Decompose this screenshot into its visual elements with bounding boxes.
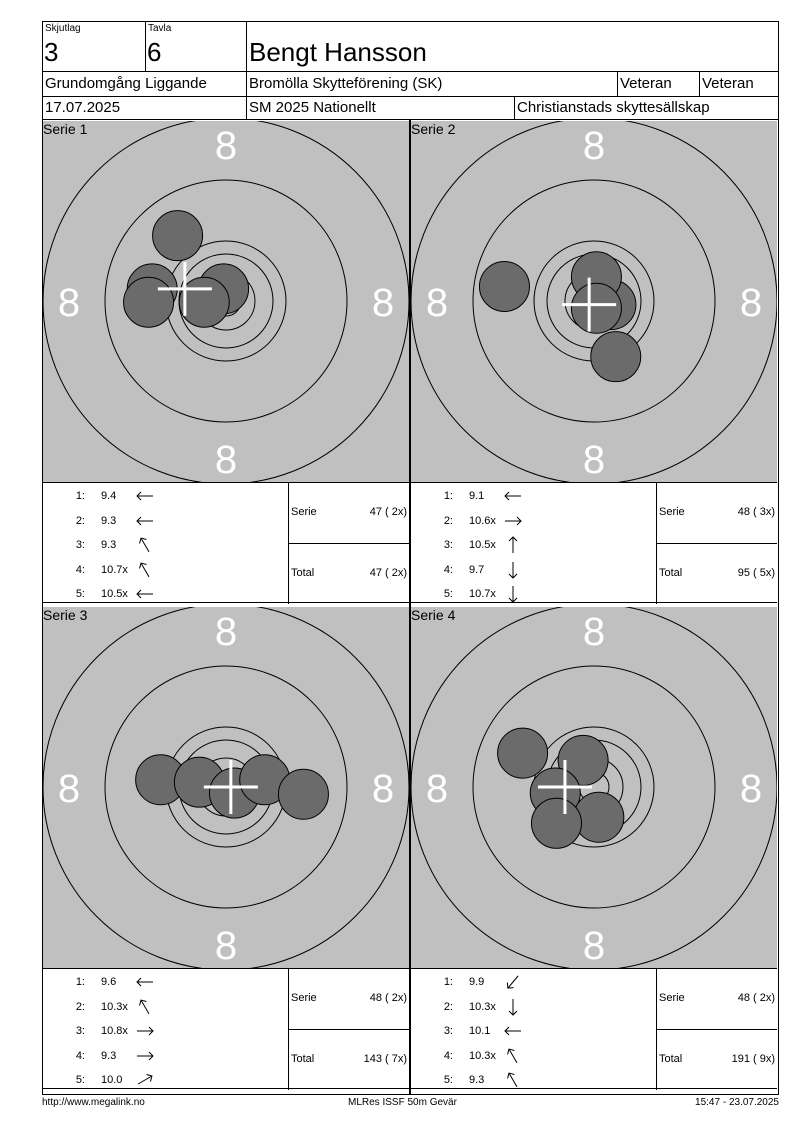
target-face — [411, 121, 777, 482]
shot-row — [411, 1001, 656, 1023]
date-cell — [43, 97, 246, 119]
direction-arrow-icon — [502, 536, 524, 554]
direction-arrow-icon — [134, 536, 156, 554]
total-score: 95 ( 5x) — [737, 567, 775, 579]
shot-index: 5: — [75, 588, 85, 600]
serie-title: Serie 4 — [411, 607, 456, 623]
total-score: 47 ( 2x) — [369, 567, 407, 579]
total-label: Total — [291, 567, 315, 579]
shot-index: 5: — [75, 1074, 85, 1086]
target-serie-1 — [43, 121, 409, 482]
shot-row — [411, 1074, 656, 1096]
total-label: Total — [659, 567, 683, 579]
direction-arrow-icon — [502, 585, 524, 603]
direction-arrow-icon — [134, 973, 156, 991]
shot-index: 4: — [75, 1049, 85, 1062]
serie-summary — [288, 483, 409, 604]
shot-hole-5 — [179, 277, 229, 327]
direction-arrow-icon — [502, 973, 524, 991]
shot-hole-5 — [531, 798, 581, 848]
shot-value: 9.3 — [101, 514, 117, 527]
target-serie-4 — [411, 607, 777, 968]
shot-row — [43, 1074, 288, 1096]
ring-label-8: 8 — [739, 767, 763, 811]
serie-label: Serie — [291, 992, 317, 1004]
direction-arrow-icon — [134, 585, 156, 603]
skjutlag-value: 3 — [44, 37, 59, 67]
shot-row — [411, 539, 656, 561]
ring-label-8: 8 — [371, 767, 395, 811]
shot-value: 10.5x — [469, 539, 496, 551]
shot-index: 3: — [75, 539, 85, 551]
shot-value: 9.7 — [469, 563, 485, 576]
total-label: Total — [291, 1053, 315, 1065]
ring-label-8: 8 — [582, 924, 606, 968]
direction-arrow-icon — [134, 512, 156, 530]
ring-label-8: 8 — [582, 438, 606, 482]
ring-label-8: 8 — [214, 124, 238, 168]
ring-label-8: 8 — [57, 767, 81, 811]
shot-row — [411, 564, 656, 586]
direction-arrow-icon — [134, 1047, 156, 1065]
ring-label-8: 8 — [582, 124, 606, 168]
target-face — [43, 121, 409, 482]
direction-arrow-icon — [502, 561, 524, 579]
direction-arrow-icon — [502, 998, 524, 1016]
shot-value: 10.3x — [469, 1000, 496, 1013]
serie-score-row — [289, 483, 409, 544]
shot-list — [43, 483, 288, 604]
serie-summary — [656, 969, 777, 1090]
serie-title: Serie 2 — [411, 121, 456, 137]
tavla-cell — [146, 22, 246, 71]
shot-row — [43, 1050, 288, 1072]
shot-hole-1 — [153, 211, 203, 261]
total-label: Total — [659, 1053, 683, 1065]
target-face — [43, 607, 409, 968]
tavla-label: Tavla — [148, 23, 172, 34]
shot-value: 10.5x — [101, 588, 128, 600]
shot-index: 2: — [75, 514, 85, 527]
shot-value: 10.6x — [469, 514, 496, 527]
shot-value: 10.3x — [469, 1049, 496, 1062]
ring-label-8: 8 — [371, 281, 395, 325]
competition-cell — [247, 97, 514, 119]
shooter-name: Bengt Hansson — [249, 37, 427, 67]
serie-score-row — [657, 969, 777, 1030]
shot-hole-1 — [498, 728, 548, 778]
shot-index: 2: — [75, 1000, 85, 1013]
ring-label-8: 8 — [739, 281, 763, 325]
header-table — [42, 21, 779, 120]
shot-index: 1: — [75, 490, 85, 502]
serie-label: Serie — [659, 992, 685, 1004]
competition: SM 2025 Nationellt — [249, 99, 376, 116]
serie-summary — [656, 483, 777, 604]
shot-hole-4 — [591, 332, 641, 382]
direction-arrow-icon — [502, 1047, 524, 1065]
shot-value: 9.3 — [101, 539, 117, 551]
serie-info-3 — [43, 968, 409, 1089]
direction-arrow-icon — [134, 998, 156, 1016]
club: Bromölla Skytteförening (SK) — [249, 75, 443, 92]
shot-index: 3: — [443, 539, 453, 551]
shot-index: 5: — [443, 588, 453, 600]
ring-label-8: 8 — [582, 610, 606, 654]
shot-index: 1: — [75, 976, 85, 988]
shot-value: 10.7x — [101, 563, 128, 576]
shot-index: 1: — [443, 490, 453, 502]
direction-arrow-icon — [502, 512, 524, 530]
footer-program: MLRes ISSF 50m Gevär — [348, 1097, 457, 1108]
shot-index: 4: — [443, 563, 453, 576]
shot-value: 10.7x — [469, 588, 496, 600]
discipline-cell — [43, 72, 246, 96]
shot-list — [43, 969, 288, 1090]
footer-url[interactable]: http://www.megalink.no — [42, 1097, 145, 1108]
ring-label-8: 8 — [214, 610, 238, 654]
serie-score-row — [657, 483, 777, 544]
shooter-cell — [247, 22, 777, 71]
discipline: Grundomgång Liggande — [45, 75, 207, 92]
shot-index: 3: — [443, 1025, 453, 1037]
ring-label-8: 8 — [425, 281, 449, 325]
shot-row — [43, 539, 288, 561]
direction-arrow-icon — [134, 1022, 156, 1040]
shot-value: 9.6 — [101, 976, 117, 988]
class2-cell — [700, 72, 778, 96]
shot-index: 1: — [443, 976, 453, 988]
direction-arrow-icon — [134, 487, 156, 505]
serie-score: 47 ( 2x) — [369, 506, 407, 518]
footer-timestamp: 15:47 - 23.07.2025 — [695, 1097, 779, 1108]
serie-title: Serie 1 — [43, 121, 88, 137]
shot-row — [43, 976, 288, 998]
direction-arrow-icon — [134, 561, 156, 579]
shot-row — [411, 515, 656, 537]
ring-label-8: 8 — [214, 438, 238, 482]
direction-arrow-icon — [502, 487, 524, 505]
shot-value: 10.0 — [101, 1074, 123, 1086]
serie-summary — [288, 969, 409, 1090]
skjutlag-cell — [43, 22, 145, 71]
target-ring-1 — [411, 607, 777, 968]
shot-value: 9.3 — [101, 1049, 117, 1062]
serie-info-1 — [43, 482, 409, 603]
ring-label-8: 8 — [425, 767, 449, 811]
shot-row — [43, 1025, 288, 1047]
footer — [42, 1094, 779, 1113]
shot-row — [43, 564, 288, 586]
total-score: 143 ( 7x) — [363, 1053, 407, 1065]
serie-score: 48 ( 3x) — [737, 506, 775, 518]
target-face — [411, 607, 777, 968]
skjutlag-label: Skjutlag — [45, 23, 81, 34]
shot-index: 5: — [443, 1074, 453, 1086]
shot-row — [43, 515, 288, 537]
shot-index: 2: — [443, 1000, 453, 1013]
shot-row — [411, 1025, 656, 1047]
shot-index: 4: — [75, 563, 85, 576]
target-serie-3 — [43, 607, 409, 968]
serie-label: Serie — [291, 506, 317, 518]
shot-value: 10.3x — [101, 1000, 128, 1013]
shot-row — [411, 1050, 656, 1072]
organizer: Christianstads skyttesällskap — [517, 99, 710, 116]
date: 17.07.2025 — [45, 99, 121, 116]
shot-index: 3: — [75, 1025, 85, 1037]
class2: Veteran — [702, 75, 754, 92]
target-serie-2 — [411, 121, 777, 482]
shot-index: 2: — [443, 514, 453, 527]
shot-list — [411, 969, 656, 1090]
shot-hole-1 — [479, 261, 529, 311]
ring-label-8: 8 — [214, 924, 238, 968]
shot-hole-4 — [574, 792, 624, 842]
shot-value: 9.3 — [469, 1074, 485, 1086]
shot-hole-3 — [124, 277, 174, 327]
direction-arrow-icon — [134, 1071, 156, 1089]
shot-row — [411, 490, 656, 512]
shot-hole-5 — [278, 769, 328, 819]
shot-hole-5 — [571, 283, 621, 333]
serie-label: Serie — [659, 506, 685, 518]
class1: Veteran — [620, 75, 672, 92]
shot-value: 9.9 — [469, 976, 485, 988]
organizer-cell — [515, 97, 778, 119]
shot-value: 9.1 — [469, 490, 485, 502]
serie-score: 48 ( 2x) — [737, 992, 775, 1004]
direction-arrow-icon — [502, 1022, 524, 1040]
serie-score-row — [289, 969, 409, 1030]
direction-arrow-icon — [502, 1071, 524, 1089]
club-cell — [247, 72, 617, 96]
serie-score: 48 ( 2x) — [369, 992, 407, 1004]
total-score: 191 ( 9x) — [731, 1053, 775, 1065]
shot-row — [43, 490, 288, 512]
shot-value: 9.4 — [101, 490, 117, 502]
shot-value: 10.8x — [101, 1025, 128, 1037]
shot-list — [411, 483, 656, 604]
shot-value: 10.1 — [469, 1025, 491, 1037]
shot-index: 4: — [443, 1049, 453, 1062]
target-ring-outer — [411, 607, 777, 968]
serie-info-4 — [411, 968, 777, 1089]
ring-label-8: 8 — [57, 281, 81, 325]
target-ring-2 — [473, 666, 715, 908]
shot-row — [411, 976, 656, 998]
serie-info-2 — [411, 482, 777, 603]
shot-row — [43, 1001, 288, 1023]
serie-title: Serie 3 — [43, 607, 88, 623]
class1-cell — [618, 72, 699, 96]
tavla-value: 6 — [147, 37, 162, 67]
